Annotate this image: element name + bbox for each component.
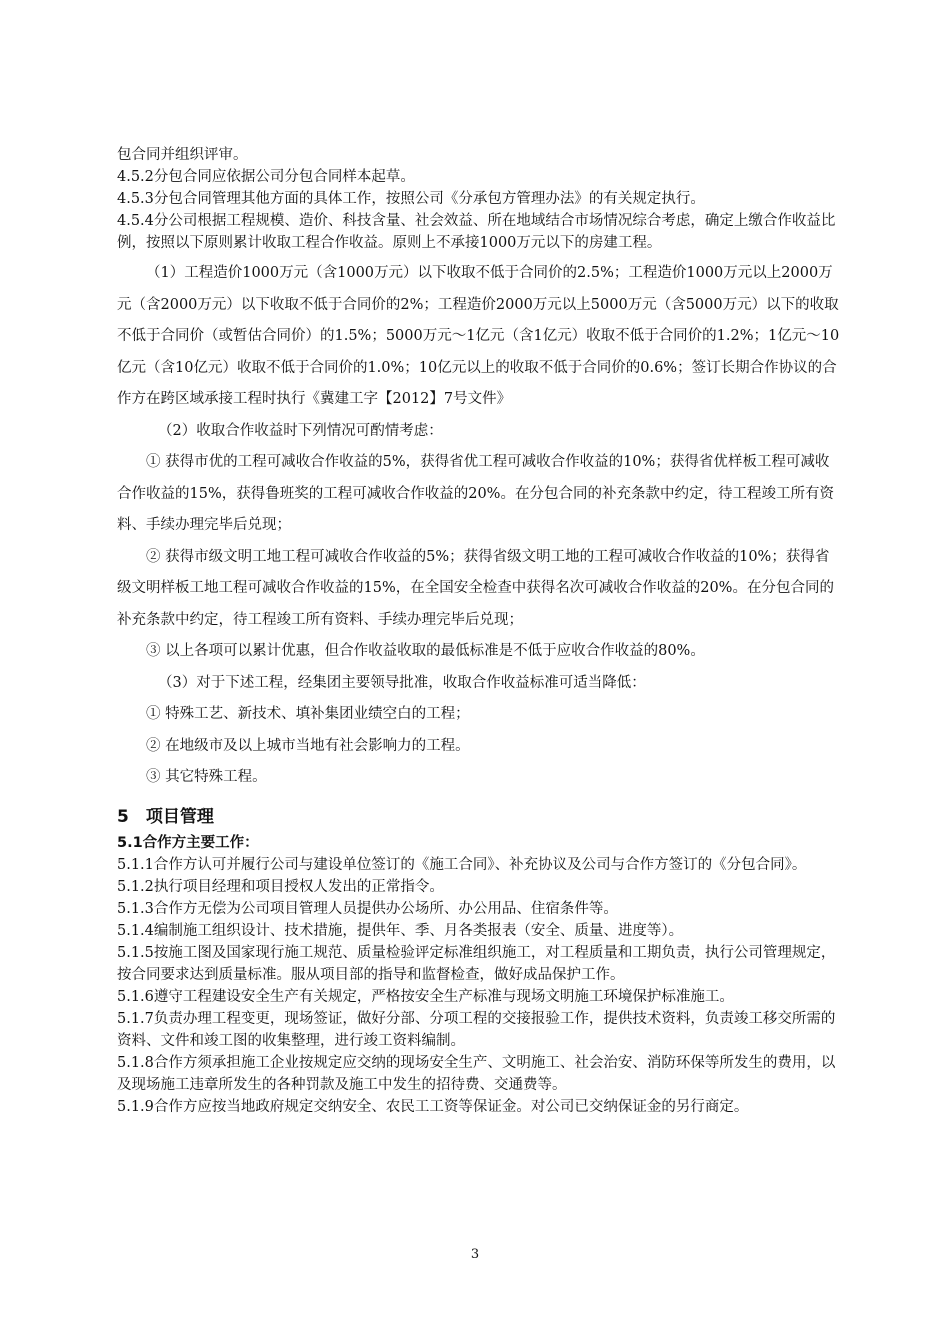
item-2-sub-2: ② 获得市级文明工地工程可减收合作收益的5%；获得省级文明工地的工程可减收合作收益的10%；获得省级文明样板工地工程可减收合作收益的15%，在全国安全检查中获得名次可减收合作收益的20%。在分包合同的补充条款中约定，待工程竣工所有资料、手续办理完毕后兑现； — [117, 548, 834, 628]
section-5-heading: 5 项目管理 — [117, 806, 214, 827]
item-3-sub-2: ② 在地级市及以上城市当地有社会影响力的工程。 — [146, 737, 470, 754]
item-2-sub-1: ① 获得市优的工程可减收合作收益的5%，获得省优工程可减收合作收益的10%；获得省优样板工程可减收合作收益的15%，获得鲁班奖的工程可减收合作收益的20%。在分包合同的补充条款中约定，待工程竣工所有资料、手续办理完毕后兑现； — [117, 454, 834, 533]
clause-5-1-6: 5.1.6遵守工程建设安全生产有关规定，严格按安全生产标准与现场文明施工环境保护标准施工。 — [117, 988, 734, 1005]
page-number: 3 — [470, 1247, 480, 1262]
text-line: 包合同并组织评审。 — [117, 147, 248, 163]
clause-5-1-2: 5.1.2执行项目经理和项目授权人发出的正常指令。 — [117, 878, 444, 895]
clause-4-5-3: 4.5.3分包合同管理其他方面的具体工作，按照公司《分承包方管理办法》的有关规定执行。 — [117, 191, 705, 207]
item-3: （3）对于下述工程，经集团主要领导批准，收取合作收益标准可适当降低： — [158, 674, 646, 691]
clause-5-1-1: 5.1.1合作方认可并履行公司与建设单位签订的《施工合同》、补充协议及公司与合作方签订的《分包合同》。 — [117, 856, 807, 873]
clause-5-1-4: 5.1.4编制施工组织设计、技术措施，提供年、季、月各类报表（安全、质量、进度等）。 — [117, 922, 684, 939]
clause-5-1-7: 5.1.7负责办理工程变更，现场签证，做好分部、分项工程的交接报验工作，提供技术资料，负责竣工移交所需的资料、文件和竣工图的收集整理，进行竣工资料编制。 — [117, 1010, 836, 1049]
clause-5-1-8: 5.1.8合作方须承担施工企业按规定应交纳的现场安全生产、文明施工、社会治安、消防环保等所发生的费用，以及现场施工违章所发生的各种罚款及施工中发生的招待费、交通费等。 — [117, 1054, 836, 1093]
item-2: （2）收取合作收益时下列情况可酌情考虑： — [158, 422, 443, 439]
clause-4-5-4: 4.5.4分公司根据工程规模、造价、科技含量、社会效益、所在地域结合市场情况综合考虑，确定上缴合作收益比例，按照以下原则累计收取工程合作收益。原则上不承接1000万元以下的房建工程。 — [117, 213, 836, 251]
item-1: （1）工程造价1000万元（含1000万元）以下收取不低于合同价的2.5%；工程造价1000万元以上2000万元（含2000万元）以下收取不低于合同价的2%；工程造价2000万元以上5000万元（含5000万元）以下的收取不低于合同价（或暂估合同价）的1.5%；5000万元～1亿元（含1亿元）收取不低于合同价的1.2%；1亿元～10亿元（含10亿元）收取不低于合同价的1.0%；10亿元以上的收取不低于合同价的0.6%；签订长期合作协议的合作方在跨区域承接工程时执行《冀建工字【2012】7号文件》 — [117, 265, 840, 407]
section-5-1-heading: 5.1合作方主要工作： — [117, 834, 259, 851]
item-2-sub-3: ③ 以上各项可以累计优惠，但合作收益收取的最低标准是不低于应收合作收益的80%。 — [146, 643, 705, 659]
item-3-sub-1: ① 特殊工艺、新技术、填补集团业绩空白的工程； — [146, 706, 470, 722]
clause-5-1-3: 5.1.3合作方无偿为公司项目管理人员提供办公场所、办公用品、住宿条件等。 — [117, 900, 618, 917]
document-body — [117, 144, 842, 1118]
item-3-sub-3: ③ 其它特殊工程。 — [146, 769, 267, 785]
clause-5-1-5: 5.1.5按施工图及国家现行施工规范、质量检验评定标准组织施工，对工程质量和工期负责，执行公司管理规定，按合同要求达到质量标准。服从项目部的指导和监督检查，做好成品保护工作。 — [117, 944, 836, 983]
clause-4-5-2: 4.5.2分包合同应依据公司分包合同样本起草。 — [117, 169, 415, 185]
clause-5-1-9: 5.1.9合作方应按当地政府规定交纳安全、农民工工资等保证金。对公司已交纳保证金的另行商定。 — [117, 1098, 749, 1115]
